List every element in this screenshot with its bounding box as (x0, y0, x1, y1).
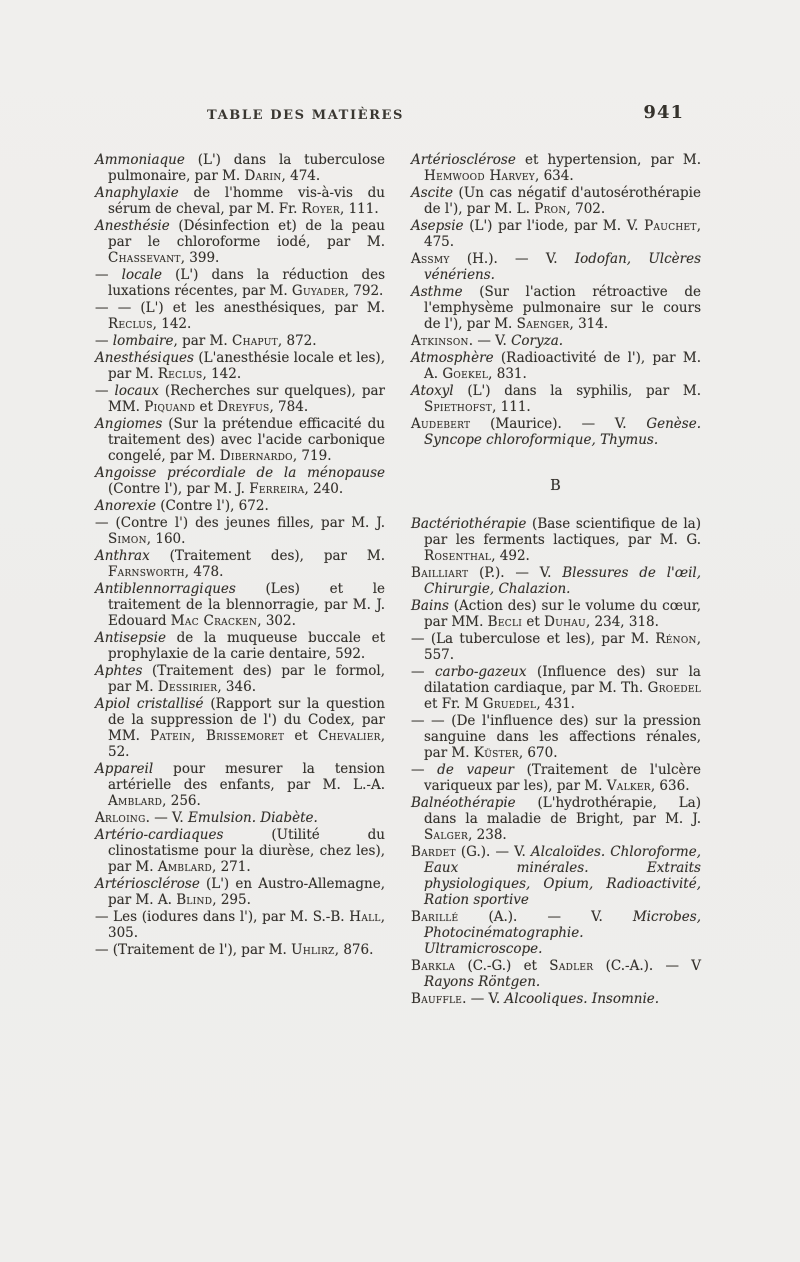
entry-segment: Reclus (157, 366, 203, 382)
index-entry (411, 631, 701, 663)
entry-segment: Simon (108, 531, 147, 547)
entry-segment: Ferreira (249, 481, 305, 497)
entry-segment: , par M. (173, 333, 232, 349)
index-entry (95, 827, 385, 875)
index-entry (95, 876, 385, 908)
entry-segment: (Traitement de l'ulcère variqueux par les), par M. (424, 762, 701, 794)
entry-segment: locaux (114, 383, 159, 399)
entry-segment: Bailliart (411, 565, 469, 581)
entry-segment: Ammoniaque (95, 152, 185, 168)
entry-segment: — (La tuberculose et les), par M. (411, 631, 656, 647)
entry-segment: Darin (244, 168, 282, 184)
index-entry (411, 991, 701, 1007)
entry-segment: , 792. (344, 283, 384, 299)
entry-segment: , 876. (334, 942, 374, 958)
index-entry (95, 383, 385, 415)
entry-segment: (C.-G.) et (455, 958, 550, 974)
entry-segment: Artériosclérose (95, 876, 200, 892)
entry-segment: locale (121, 267, 163, 283)
entry-segment: — (Contre l') des jeunes filles, par M. J. (95, 515, 385, 531)
entry-segment: , 636. (650, 778, 690, 794)
entry-segment: , 111. (340, 201, 379, 217)
entry-segment: Mac Cracken (170, 613, 258, 629)
entry-segment: (P.). — V. (468, 565, 563, 581)
entry-segment: Microbes, Photocinématographie. Ultramicroscope. (424, 909, 701, 957)
index-entry (411, 664, 701, 712)
entry-segment: , 234, 318. (585, 614, 659, 630)
entry-segment: , 831. (488, 366, 527, 382)
entry-segment: Pauchet (644, 218, 697, 234)
index-entry (411, 565, 701, 597)
entry-segment: pour mesurer la tension artérielle des enfants, par M. L.-A. (108, 761, 385, 793)
entry-segment: , 431. (536, 696, 575, 712)
entry-segment: Angoisse précordiale de la ménopause (95, 465, 385, 481)
index-entry (411, 416, 701, 448)
entry-segment: — (95, 333, 113, 349)
entry-segment: Groedel (647, 680, 701, 696)
index-entry (411, 958, 701, 990)
index-entry (95, 416, 385, 464)
entry-segment: , 474. (281, 168, 321, 184)
entry-segment: Dreyfus (217, 399, 270, 415)
entry-segment: Royer (301, 201, 341, 217)
entry-segment: Hemwood Harvey (424, 168, 536, 184)
entry-segment: (H.). — V. (449, 251, 575, 267)
entry-segment: et (195, 399, 218, 415)
entry-segment: Genèse. Syncope chloroformique, Thymus. (424, 416, 701, 448)
page-title: TABLE DES MATIÈRES (207, 108, 405, 123)
entry-segment: , 238. (468, 827, 507, 843)
entry-segment: , 314. (569, 316, 609, 332)
entry-segment: Goekel (442, 366, 489, 382)
entry-segment: Emulsion. Diabète. (187, 810, 318, 826)
index-entry (411, 909, 701, 957)
entry-segment: Hall (349, 909, 381, 925)
entry-segment: (Traitement des), par M. (149, 548, 385, 564)
entry-segment: , 702. (566, 201, 606, 217)
index-entry (95, 498, 385, 514)
index-entry (411, 516, 701, 564)
entry-segment: Chevalier (317, 728, 381, 744)
entry-segment: Alcaloïdes. Chloroforme, Eaux minérales. Extraits physiologiques, Opium, Radioactivité, Ration sportive (424, 844, 701, 908)
entry-segment: Arloing (95, 810, 146, 826)
entry-segment: Piquand (144, 399, 196, 415)
index-entry (411, 383, 701, 415)
entry-segment: (Rapport sur la question de la suppression de l') du Codex, par MM. (108, 696, 385, 744)
index-entry (411, 251, 701, 283)
entry-segment: Asepsie (411, 218, 464, 234)
entry-segment: , 305. (108, 909, 385, 941)
entry-segment: Chaput (231, 333, 278, 349)
entry-segment: Dessirier (157, 679, 218, 695)
entry-segment: Anaphylaxie (95, 185, 179, 201)
entry-segment: (Contre l'), par M. J. (108, 481, 250, 497)
entry-segment: Assmy (411, 251, 450, 267)
entry-segment: (L') dans la réduction des luxations récentes, par M. (108, 267, 386, 299)
entry-segment: (L') dans la syphilis, par M. (453, 383, 701, 399)
entry-segment: (L'anesthésie locale et les), par M. (108, 350, 385, 382)
entry-segment: Salger (424, 827, 469, 843)
entry-segment: Becli (487, 614, 523, 630)
entry-segment: (L') par l'iode, par M. V. (463, 218, 645, 234)
entry-segment: , 271. (212, 859, 251, 875)
entry-segment: Guyader (291, 283, 345, 299)
entry-segment: , 295. (212, 892, 251, 908)
entry-segment: — Les (iodures dans l'), par M. S.-B. (95, 909, 350, 925)
entry-segment: — — (De l'influence des) sur la pression sanguine dans les affections rénales, par M. (411, 713, 701, 761)
index-entry (411, 350, 701, 382)
entry-segment: Amblard (157, 859, 212, 875)
entry-segment: Bactériothérapie (411, 516, 527, 532)
entry-segment: Anesthésie (95, 218, 170, 234)
index-entry (411, 795, 701, 843)
index-entry (411, 218, 701, 250)
entry-segment: Iodofan, Ulcères vénériens. (424, 251, 701, 283)
index-entry (95, 350, 385, 382)
entry-segment: Reclus (108, 316, 153, 332)
entry-segment: et (522, 614, 545, 630)
entry-segment: (Utilité du clinostatisme pour la diurèse, chez les), par M. (108, 827, 385, 875)
entry-segment: Pron (534, 201, 567, 217)
entry-segment: (Traitement des) par le formol, par M. (108, 663, 385, 695)
entry-segment: , 872. (277, 333, 317, 349)
page-number: 941 (643, 102, 684, 123)
entry-segment: Bardet (411, 844, 456, 860)
index-entry (411, 598, 701, 630)
index-entry (411, 844, 701, 908)
entry-segment: Audebert (411, 416, 471, 432)
index-entry (95, 663, 385, 695)
entry-segment: , 160. (146, 531, 186, 547)
index-entry (411, 762, 701, 794)
entry-segment: de l'homme vis-à-vis du sérum de cheval, par M. Fr. (108, 185, 385, 217)
entry-segment: Aphtes (95, 663, 143, 679)
entry-segment: Anthrax (95, 548, 150, 564)
entry-segment: (L'hydrothérapie, La) dans la maladie de Bright, par M. J. (424, 795, 701, 827)
index-columns (95, 152, 702, 1008)
index-entry (95, 696, 385, 760)
entry-segment: (Un cas négatif d'autosérothérapie de l'), par M. L. (424, 185, 701, 217)
entry-segment: (Désinfection et) de la peau par le chloroforme iodé, par M. (108, 218, 385, 250)
entry-segment: . — V. (462, 991, 505, 1007)
entry-segment: Antisepsie (95, 630, 166, 646)
entry-segment: Atkinson (411, 333, 469, 349)
index-entry (95, 333, 385, 349)
entry-segment: Sadler (549, 958, 594, 974)
entry-segment: Bauffle (411, 991, 463, 1007)
entry-segment: Anesthésiques (95, 350, 194, 366)
index-entry (411, 713, 701, 761)
entry-segment: — (411, 664, 435, 680)
entry-segment: Duhau (544, 614, 586, 630)
entry-segment: Antiblennorragiques (95, 581, 236, 597)
entry-segment: Artériosclérose (411, 152, 516, 168)
entry-segment: Spiethofst (424, 399, 493, 415)
entry-segment: et (284, 728, 318, 744)
entry-segment: , 256. (162, 793, 201, 809)
entry-segment: , 492. (491, 548, 530, 564)
entry-segment: Farnsworth (108, 564, 185, 580)
entry-segment: Rosenthal (424, 548, 492, 564)
right-column (411, 152, 701, 1008)
entry-segment: (Contre l'), 672. (155, 498, 269, 514)
entry-segment: Barkla (411, 958, 456, 974)
entry-segment: , 346. (217, 679, 256, 695)
entry-segment: Amblard (108, 793, 163, 809)
index-entry (95, 630, 385, 662)
left-column (95, 152, 385, 1008)
entry-segment: Ascite (411, 185, 453, 201)
entry-segment: (Maurice). — V. (470, 416, 647, 432)
page-header (95, 102, 700, 128)
entry-segment: et Fr. M (424, 696, 483, 712)
entry-segment: Appareil (95, 761, 154, 777)
entry-segment: , 670. (518, 745, 558, 761)
entry-segment: (Sur la prétendue efficacité du traitement des) avec l'acide carbonique congelé, par M. (108, 416, 385, 464)
entry-segment: Uhlirz (291, 942, 335, 958)
entry-segment: Valker (606, 778, 651, 794)
entry-segment: Balnéothérapie (411, 795, 516, 811)
index-entry (95, 909, 385, 941)
entry-segment: Küster (473, 745, 519, 761)
entry-segment: carbo-gazeux (435, 664, 527, 680)
index-entry (95, 761, 385, 809)
entry-segment: — (95, 267, 122, 283)
entry-segment: (Les) et le traitement de la blennorragie, par M. J. Edouard (108, 581, 385, 629)
entry-segment: Coryza. (511, 333, 564, 349)
entry-segment: lombaire (112, 333, 174, 349)
entry-segment: de vapeur (437, 762, 514, 778)
index-entry (411, 333, 701, 349)
entry-segment: (Action des) sur le volume du cœur, par MM. (424, 598, 701, 630)
entry-segment: Alcooliques. Insomnie. (504, 991, 660, 1007)
index-entry (95, 300, 385, 332)
entry-segment: Rénon (655, 631, 697, 647)
index-entry (95, 548, 385, 580)
entry-segment: — — (L') et les anesthésiques, par M. (95, 300, 385, 316)
entry-segment: , 784. (269, 399, 309, 415)
entry-segment: Chassevant (108, 250, 181, 266)
index-entry (411, 185, 701, 217)
index-entry (95, 581, 385, 629)
entry-segment: , 475. (424, 218, 701, 250)
entry-segment: Dibernardo (219, 448, 293, 464)
entry-segment: Blind (176, 892, 213, 908)
entry-segment: , 111. (492, 399, 531, 415)
entry-segment: (L') dans la tuberculose pulmonaire, par M. (108, 152, 385, 184)
entry-segment: , 719. (292, 448, 332, 464)
entry-segment: et hypertension, par M. (515, 152, 701, 168)
section-heading: B (550, 478, 562, 494)
entry-segment: , 634. (535, 168, 574, 184)
entry-segment: , 52. (108, 728, 385, 760)
entry-segment: Asthme (411, 284, 463, 300)
entry-segment: Rayons Röntgen. (424, 974, 541, 990)
entry-segment: — (Traitement de l'), par M. (95, 942, 292, 958)
entry-segment: (Influence des) sur la dilatation cardiaque, par M. Th. (424, 664, 701, 696)
entry-segment: (C.-A.). — V (593, 958, 701, 974)
entry-segment: Bains (411, 598, 449, 614)
index-entry (95, 515, 385, 547)
entry-segment: (L') en Austro-Allemagne, par M. A. (108, 876, 385, 908)
entry-segment: . — V. (468, 333, 512, 349)
entry-segment: Anorexie (95, 498, 156, 514)
index-entry (411, 152, 701, 184)
entry-segment: Barillé (411, 909, 459, 925)
entry-segment: Gruedel (482, 696, 537, 712)
entry-segment: Atoxyl (411, 383, 454, 399)
index-entry (95, 185, 385, 217)
entry-segment: Saenger (516, 316, 570, 332)
entry-segment: , 142. (202, 366, 242, 382)
index-entry (95, 465, 385, 497)
entry-segment: (Sur l'action rétroactive de l'emphysème pulmonaire sur le cours de l'), par M. (424, 284, 701, 332)
entry-segment: Atmosphère (411, 350, 494, 366)
entry-segment: (A.). — V. (458, 909, 633, 925)
entry-segment: , 142. (152, 316, 192, 332)
index-entry (95, 267, 385, 299)
entry-segment: Patein, Brissemoret (150, 728, 285, 744)
index-entry (95, 218, 385, 266)
entry-segment: , 302. (257, 613, 296, 629)
entry-segment: . — V. (145, 810, 188, 826)
entry-segment: (Radioactivité de l'), par M. A. (424, 350, 701, 382)
entry-segment: Blessures de l'œil, Chirurgie, Chalazion. (424, 565, 701, 597)
entry-segment: — (411, 762, 438, 778)
entry-segment: (Recherches sur quelques), par MM. (108, 383, 385, 415)
entry-segment: , 478. (184, 564, 224, 580)
index-entry (95, 810, 385, 826)
entry-segment: — (95, 383, 115, 399)
entry-segment: Angiomes (95, 416, 163, 432)
entry-segment: de la muqueuse buccale et prophylaxie de la carie dentaire, 592. (108, 630, 385, 662)
index-entry (411, 284, 701, 332)
entry-segment: , 399. (180, 250, 220, 266)
entry-segment: (G.). — V. (455, 844, 531, 860)
index-entry (95, 152, 385, 184)
entry-segment: , 240. (304, 481, 344, 497)
entry-segment: Apiol cristallisé (95, 696, 204, 712)
entry-segment: Artério-cardiaques (95, 827, 224, 843)
index-entry (95, 942, 385, 958)
entry-segment: , 557. (424, 631, 701, 663)
entry-segment: (Base scientifique de la) par les ferments lactiques, par M. G. (424, 516, 701, 548)
